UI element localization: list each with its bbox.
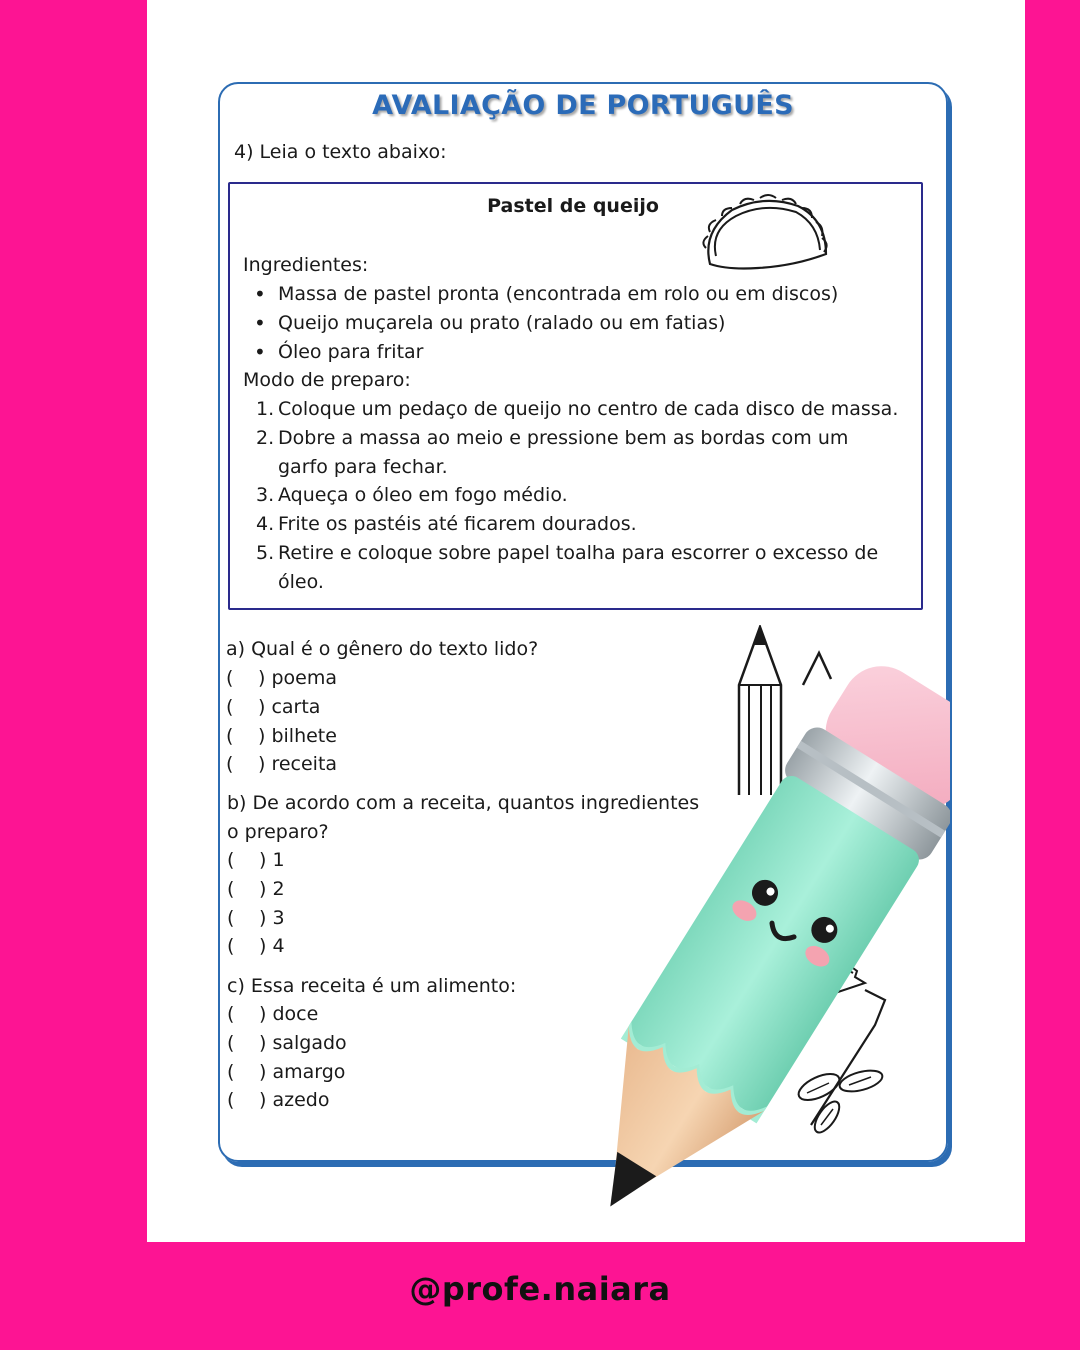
ingredients-label: Ingredientes: <box>243 254 369 276</box>
option-salgado[interactable] <box>227 1029 347 1058</box>
option-label: ) salgado <box>259 1031 347 1054</box>
option-label: ) amargo <box>259 1060 346 1083</box>
question-c-options <box>227 1000 347 1115</box>
worksheet-title: AVALIAÇÃO DE PORTUGUÊS <box>372 90 794 121</box>
option-bilhete[interactable] <box>226 722 337 751</box>
list-item: • Óleo para fritar <box>254 338 838 367</box>
checkbox-paren: ( <box>227 1031 235 1054</box>
option-carta[interactable] <box>226 693 337 722</box>
step-text: Dobre a massa ao meio e pressione bem as bordas com um <box>278 426 849 449</box>
step-text: Frite os pastéis até ficarem dourados. <box>278 513 637 536</box>
method-label: Modo de preparo: <box>243 369 411 391</box>
option-label: ) 2 <box>259 877 285 900</box>
option-azedo[interactable] <box>227 1086 347 1115</box>
checkbox-paren: ( <box>227 1060 235 1083</box>
method-steps <box>256 395 898 597</box>
question-b-text: b) De acordo com a receita, quantos ingredientes <box>227 792 700 814</box>
option-receita[interactable] <box>226 750 337 779</box>
option-1[interactable] <box>227 846 285 875</box>
option-label: ) doce <box>259 1003 319 1025</box>
step-text: Aqueça o óleo em fogo médio. <box>278 484 568 507</box>
option-label: ) azedo <box>259 1089 330 1112</box>
author-handle: @profe.naiara <box>409 1270 671 1308</box>
checkbox-paren: ( <box>227 1089 235 1112</box>
question-c-text: c) Essa receita é um alimento: <box>227 975 517 997</box>
checkbox-paren: ( <box>226 667 234 689</box>
step-number: 3. <box>256 484 275 507</box>
list-item <box>256 395 898 424</box>
option-doce[interactable] <box>227 1000 347 1029</box>
checkbox-paren: ( <box>226 724 234 747</box>
checkbox-paren: ( <box>226 753 234 776</box>
checkbox-paren: ( <box>226 695 234 718</box>
pastel-drawing-icon <box>698 192 832 276</box>
list-item: • Queijo muçarela ou prato (ralado ou em fatias) <box>254 309 838 338</box>
question-b-options <box>227 846 285 961</box>
option-label: ) bilhete <box>258 724 337 747</box>
list-item: • Massa de pastel pronta (encontrada em rolo ou em discos) <box>254 280 838 309</box>
option-2[interactable] <box>227 875 285 904</box>
step-text: Coloque um pedaço de queijo no centro de cada disco de massa. <box>278 398 899 420</box>
option-label: ) carta <box>258 695 321 718</box>
ingredients-list <box>254 280 838 366</box>
option-label: ) poema <box>258 667 337 689</box>
checkbox-paren: ( <box>227 877 235 900</box>
step-text: garfo para fechar. <box>278 455 448 478</box>
step-number: 4. <box>256 513 275 536</box>
option-4[interactable] <box>227 932 285 961</box>
step-number: 5. <box>256 541 275 564</box>
option-label: ) receita <box>258 753 338 776</box>
pencil-mascot-icon <box>550 660 950 1215</box>
step-number: 1. <box>256 398 275 420</box>
step-text: Retire e coloque sobre papel toalha para escorrer o excesso de <box>278 541 879 564</box>
list-item <box>256 539 898 597</box>
list-item <box>256 481 898 510</box>
checkbox-paren: ( <box>227 935 235 958</box>
recipe-title: Pastel de queijo <box>487 195 659 217</box>
option-poema[interactable] <box>226 664 337 693</box>
option-amargo[interactable] <box>227 1058 347 1087</box>
question-4-prompt: 4) Leia o texto abaixo: <box>234 141 447 163</box>
option-label: ) 3 <box>259 906 285 929</box>
list-item <box>256 510 898 539</box>
checkbox-paren: ( <box>227 906 235 929</box>
list-item <box>256 424 898 482</box>
question-b-text-cont: o preparo? <box>227 821 329 843</box>
question-a-text: a) Qual é o gênero do texto lido? <box>226 638 539 660</box>
option-label: ) 1 <box>259 849 285 871</box>
checkbox-paren: ( <box>227 849 235 871</box>
question-a-options <box>226 664 337 779</box>
step-text: óleo. <box>278 570 324 593</box>
option-3[interactable] <box>227 904 285 933</box>
option-label: ) 4 <box>259 935 285 958</box>
step-number: 2. <box>256 426 275 449</box>
checkbox-paren: ( <box>227 1003 235 1025</box>
